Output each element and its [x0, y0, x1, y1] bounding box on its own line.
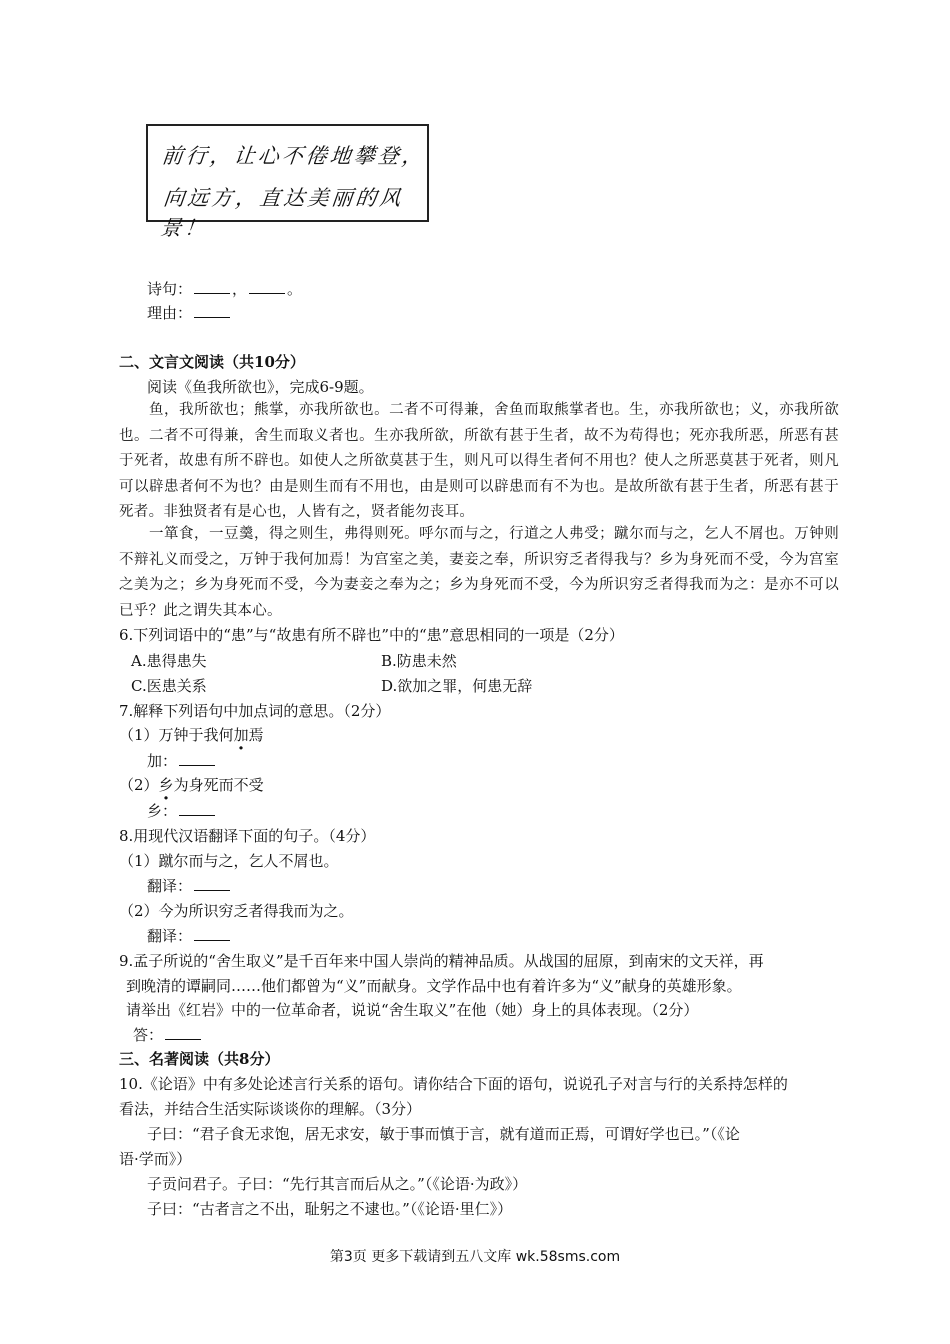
q9-line-3: 请举出《红岩》中的一位革命者，说说“舍生取义”在他（她）身上的具体表现。（2分）: [126, 1001, 699, 1019]
calligraphy-line-1: 前行，让心不倦地攀登，: [160, 144, 428, 168]
reason-label: 理由：: [147, 304, 193, 322]
q7-item-1-dotted-word: 加: [233, 726, 249, 744]
q7-answer-2: [147, 800, 217, 821]
passage-paragraph-1: 鱼，我所欲也；熊掌，亦我所欲也。二者不可得兼，舍鱼而取熊掌者也。生，亦我所欲也；义，亦我所欲也。二者不可得兼，舍生而取义者也。生亦我所欲，所欲有甚于生者，故不为苟得也；死亦我所恶，所恶有甚于死者，故患有所不辟也。如使人之所欲莫甚于生，则凡可以得生者何不用也？使人之所恶莫甚于死者，则凡可以辟患者何不为也？由是则生而有不用也，由是则可以辟患而有不为也。是故所欲有甚于生者，所恶有甚于死者。非独贤者有是心也，人皆有之，贤者能勿丧耳。: [119, 402, 839, 520]
poem-answer-line: [147, 278, 302, 299]
q8-answer-1: [147, 875, 232, 896]
q7-answer-1: [147, 750, 217, 771]
q7-item-2-dotted-word: 乡: [158, 776, 174, 794]
q8-answer-1-label: 翻译：: [147, 877, 193, 895]
q7-item-1: [119, 724, 264, 745]
q10-quote-1a: 子曰：“君子食无求饱，居无求安，敏于事而慎于言，就有道而正焉，可谓好学也已。”（《论: [147, 1125, 740, 1143]
poem-separator: ，: [232, 280, 248, 298]
q7-item-2: [119, 774, 264, 795]
q6-option-a[interactable]: A.患得患失: [131, 652, 207, 670]
q6-option-d[interactable]: D.欲加之罪，何患无辞: [381, 677, 533, 695]
poem-blank-2[interactable]: [249, 281, 285, 294]
q8-answer-2: [147, 925, 232, 946]
calligraphy-line-2: 向远方，直达美丽的风景！: [159, 186, 405, 240]
reason-blank[interactable]: [194, 305, 230, 318]
q10-line-1: 10.《论语》中有多处论述言行关系的语句。请你结合下面的语句，说说孔子对言与行的关系持怎样的: [119, 1075, 788, 1093]
q7-answer-1-label: 加：: [147, 752, 178, 770]
q8-item-1: （1）蹴尔而与之，乞人不屑也。: [119, 852, 339, 870]
q7-item-2-post: 为身死而不受: [173, 776, 264, 794]
section-3-title: 三、名著阅读（共8分）: [119, 1050, 280, 1068]
q8-item-2: （2）今为所识穷乏者得我而为之。: [119, 902, 354, 920]
q7-answer-2-label: 乡：: [147, 802, 178, 820]
q6-option-c[interactable]: C.医患关系: [131, 677, 207, 695]
poem-label: 诗句：: [147, 280, 193, 298]
q9-answer: [133, 1024, 203, 1045]
reason-answer-line: [147, 302, 232, 323]
q7-answer-2-blank[interactable]: [179, 803, 215, 816]
q7-item-2-number: （2）: [119, 776, 159, 794]
q7-item-1-post: 焉: [248, 726, 264, 744]
q6-stem: 6.下列词语中的“患”与“故患有所不辟也”中的“患”意思相同的一项是（2分）: [119, 626, 624, 644]
q7-item-1-number: （1）: [119, 726, 159, 744]
q10-quote-3: 子曰：“古者言之不出，耻躬之不逮也。”（《论语·里仁》）: [147, 1200, 513, 1218]
q7-item-1-pre: 万钟于我何: [158, 726, 234, 744]
q8-answer-2-label: 翻译：: [147, 927, 193, 945]
passage-paragraph-2: 一箪食，一豆羹，得之则生，弗得则死。呼尔而与之，行道之人弗受；蹴尔而与之，乞人不屑也。万钟则不辩礼义而受之，万钟于我何加焉！为宫室之美，妻妾之奉，所识穷乏者得我与？乡为身死而不受，今为宫室之美为之；乡为身死而不受，今为妻妾之奉为之；乡为身死而不受，今为所识穷乏者得我而为之：是亦不可以已乎？此之谓失其本心。: [119, 526, 839, 619]
q6-option-b[interactable]: B.防患未然: [381, 652, 457, 670]
q10-line-2: 看法，并结合生活实际谈谈你的理解。（3分）: [119, 1100, 422, 1118]
q7-answer-1-blank[interactable]: [179, 753, 215, 766]
q8-stem: 8.用现代汉语翻译下面的句子。（4分）: [119, 827, 376, 845]
poem-blank-1[interactable]: [194, 281, 230, 294]
q8-answer-2-blank[interactable]: [194, 928, 230, 941]
q9-answer-label: 答：: [133, 1026, 164, 1044]
q8-answer-1-blank[interactable]: [194, 878, 230, 891]
calligraphy-image: [146, 124, 429, 240]
q9-answer-blank[interactable]: [165, 1027, 201, 1040]
q7-stem: 7.解释下列语句中加点词的意思。（2分）: [119, 702, 391, 720]
section-2-intro: 阅读《鱼我所欲也》，完成6-9题。: [147, 378, 374, 396]
section-2-title: 二、文言文阅读（共10分）: [119, 353, 305, 371]
page-footer: 第3页 更多下载请到五八文库 wk.58sms.com: [329, 1249, 621, 1265]
q10-quote-2: 子贡问君子。子曰：“先行其言而后从之。”（《论语·为政》）: [147, 1175, 528, 1193]
q9-line-1: 9.孟子所说的“舍生取义”是千百年来中国人崇尚的精神品质。从战国的屈原，到南宋的文天祥，再: [119, 952, 764, 970]
poem-end: 。: [287, 280, 303, 298]
q10-quote-1b: 语·学而》）: [119, 1150, 192, 1168]
q9-line-2: 到晚清的谭嗣同……他们都曾为“义”而献身。文学作品中也有着许多为“义”献身的英雄形象。: [126, 977, 742, 995]
